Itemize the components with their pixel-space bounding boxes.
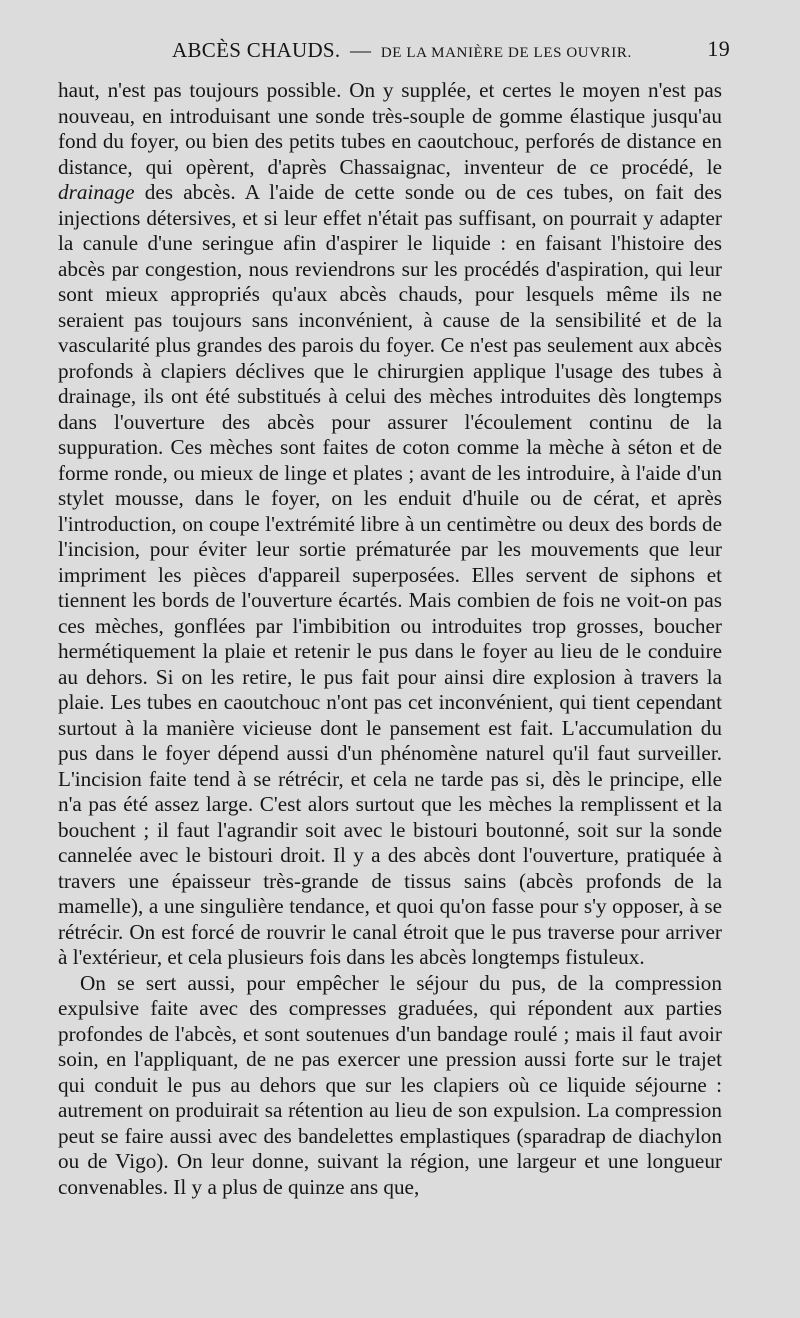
running-title-sub: DE LA MANIÈRE DE LES OUVRIR.	[380, 45, 632, 61]
running-title	[172, 38, 632, 63]
body-text	[58, 78, 722, 1200]
italic-term-drainage: drainage	[58, 180, 135, 204]
paragraph-2: On se sert aussi, pour empêcher le séjour du pus, de la compression expulsive faite avec des compresses graduées, qui répondent aux parties profondes de l'abcès, et sont soutenues d'un bandage roulé ; mais il faut avoir soin, en l'appliquant, de ne pas exercer une pression aussi forte sur le trajet qui conduit le pus au dehors que sur les clapiers où ce liquide séjourne : autrement on produirait sa rétention au lieu de son expulsion. La compression peut se faire aussi avec des bandelettes emplastiques (sparadrap de diachylon ou de Vigo). On leur donne, suivant la région, une largeur et une longueur convenables. Il y a plus de quinze ans que,	[58, 970, 722, 1199]
running-header	[60, 32, 730, 66]
page-number: 19	[707, 36, 730, 61]
paragraph-1	[58, 78, 722, 971]
running-title-dash: —	[350, 38, 372, 62]
paragraph-1-start: haut, n'est pas toujours possible. On y supplée, et certes le moyen n'est pas nouveau, en introduisant une sonde très-souple de gomme élastique jusqu'au fond du foyer, ou bien des petits tubes en caoutchouc, perforés de distance en distance, qui opèrent, d'après Chassaignac, inventeur de ce procédé, le	[58, 78, 722, 179]
paragraph-1-rest: des abcès. A l'aide de cette sonde ou de ces tubes, on fait des injections détersives, et si leur effet n'était pas suffisant, on pourrait y adapter la canule d'une seringue afin d'aspirer le liquide : en faisant l'histoire des abcès par congestion, nous reviendrons sur les procédés d'aspiration, qui leur sont mieux appropriés qu'aux abcès chauds, pour lesquels même ils ne seraient pas toujours sans inconvénient, à cause de la sensibilité et de la vascularité plus grandes des parois du foyer. Ce n'est pas seulement aux abcès profonds à clapiers déclives que le chirurgien applique l'usage des tubes à drainage, ils ont été substitués à celui des mèches introduites dès longtemps dans l'ouverture des abcès pour assurer l'écoulement continu de la suppuration. Ces mèches sont faites de coton comme la mèche à séton et de forme ronde, ou mieux de linge et plates ; avant de les introduire, à l'aide d'un stylet mousse, dans le foyer, on les enduit d'huile ou de cérat, et après l'introduction, on coupe l'extrémité libre à un centimètre ou deux des bords de l'incision, pour éviter leur sortie prématurée par les mouvements que leur impriment les pièces d'appareil superposées. Elles servent de siphons et tiennent les bords de l'ouverture écartés. Mais combien de fois ne voit-on pas ces mèches, gonflées par l'imbibition ou introduites trop grosses, boucher hermétiquement la plaie et retenir le pus dans le foyer au lieu de le conduire au dehors. Si on les retire, le pus fait pour ainsi dire explosion à travers la plaie. Les tubes en caoutchouc n'ont pas cet inconvénient, qui tient cependant surtout à la manière vicieuse dont le pansement est fait. L'accumulation du pus dans le foyer dépend aussi d'un phénomène naturel qu'il faut surveiller. L'incision faite tend à se rétrécir, et cela ne tarde pas si, dès le principe, elle n'a pas été assez large. C'est alors surtout que les mèches la remplissent et la bouchent ; il faut l'agrandir soit avec le bistouri boutonné, soit sur la sonde cannelée avec le bistouri droit. Il y a des abcès dont l'ouverture, pratiquée à travers une épaisseur très-grande de tissus sains (abcès profonds de la mamelle), a une singulière tendance, et quoi qu'on fasse pour s'y opposer, à se rétrécir. On est forcé de rouvrir le canal étroit que le pus traverse pour arriver à l'extérieur, et cela plusieurs fois dans les abcès longtemps fistuleux.	[58, 180, 722, 969]
running-title-main: ABCÈS CHAUDS.	[172, 38, 341, 62]
